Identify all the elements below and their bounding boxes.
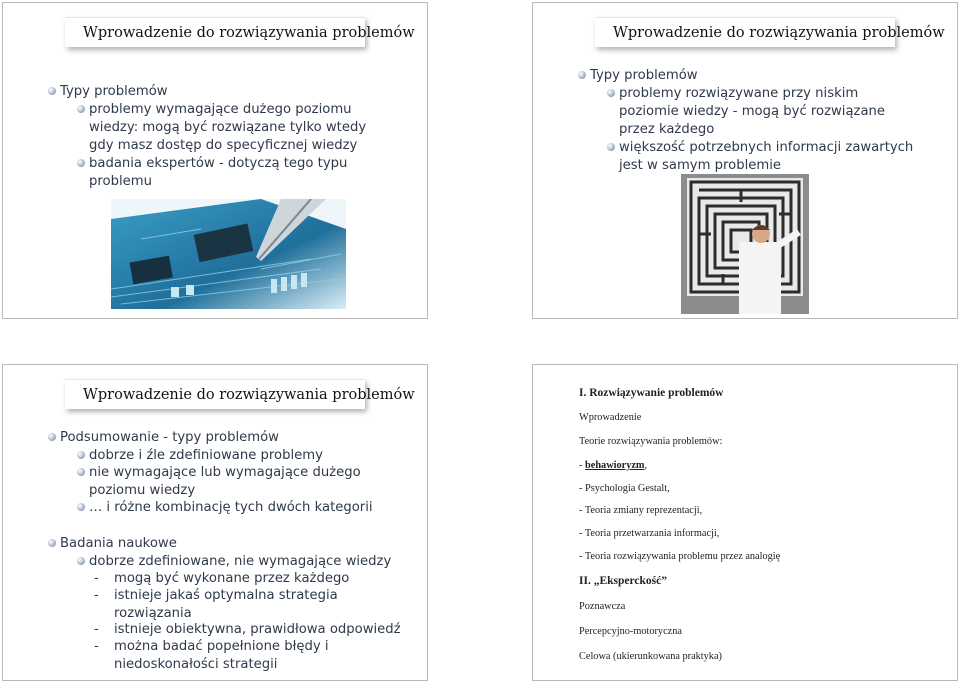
bullet-typy — [590, 67, 698, 85]
circuit-board-image — [111, 199, 346, 309]
sub-bullet-line: nie wymagające lub wymagające dużego — [89, 465, 361, 480]
sub-bullet-line: dobrze i źle zdefiniowane problemy — [89, 448, 323, 463]
slide-2 — [532, 2, 958, 319]
bullet-icon — [607, 89, 615, 97]
sub-bullet-line: problemy wymagające dużego poziomu — [89, 102, 352, 117]
bullet-icon — [48, 433, 56, 441]
dash-item: - można badać popełnione błędy i niedoskonałości strategii — [94, 639, 329, 672]
heading-eksperckosc: II. „Eksperckość” — [579, 575, 667, 587]
bullet-badania — [60, 535, 177, 553]
slide-1 — [2, 2, 428, 319]
sub-bullet-line: problemy rozwiązywane przy niskim — [619, 86, 859, 101]
dash-line: mogą być wykonane przez każdego — [114, 571, 350, 586]
bullet-icon — [77, 451, 85, 459]
text-przetwarzania: - Teoria przetwarzania informacji, — [579, 528, 720, 539]
bullet-typy — [60, 83, 168, 101]
sub-bullet — [89, 553, 391, 571]
sub-bullet-2 — [619, 139, 913, 175]
text-analogie: - Teoria rozwiązywania problemu przez analogię — [579, 551, 781, 562]
dash-line: istnieje jakaś optymalna strategia — [114, 588, 338, 603]
sub-bullet-2 — [89, 155, 347, 191]
bullet-icon — [578, 71, 586, 79]
bullet-text: Podsumowanie - typy problemów — [60, 430, 279, 445]
bullet-podsumowanie — [60, 429, 279, 447]
bullet-text: Badania naukowe — [60, 536, 177, 551]
heading-rozwiazywanie: I. Rozwiązywanie problemów — [579, 387, 724, 399]
text-poznawcza: Poznawcza — [579, 601, 626, 612]
text-percepcyjno: Percepcyjno-motoryczna — [579, 626, 682, 637]
sub-bullet-1 — [89, 101, 366, 155]
dash-item: - mogą być wykonane przez każdego — [94, 571, 350, 586]
bullet-icon — [607, 143, 615, 151]
dash-line: istnieje obiektywna, prawidłowa odpowiedź — [114, 622, 401, 637]
slide-4 — [532, 364, 958, 681]
sub-bullet — [89, 464, 361, 500]
sub-bullet-line: poziomie wiedzy - mogą być rozwiązane — [619, 104, 886, 119]
sub-bullet — [89, 447, 323, 465]
sub-bullet — [89, 499, 373, 517]
dash-line: niedoskonałości strategii — [114, 657, 278, 672]
bullet-icon — [77, 159, 85, 167]
bullet-icon — [77, 557, 85, 565]
behawioryzm-link[interactable]: behawioryzm — [585, 460, 645, 471]
dash-line: można badać popełnione błędy i — [114, 639, 329, 654]
maze-image — [681, 174, 809, 314]
dash-item: - istnieje obiektywna, prawidłowa odpowiedź — [94, 622, 401, 637]
text-behawioryzm: - behawioryzm, — [579, 460, 648, 471]
dash-item: - istnieje jakaś optymalna strategia rozwiązania — [94, 588, 338, 621]
slide-title: Wprowadzenie do rozwiązywania problemów — [65, 379, 365, 409]
sub-bullet-line: … i różne kombinację tych dwóch kategorii — [89, 500, 373, 515]
sub-bullet-1 — [619, 85, 885, 139]
text-wprowadzenie: Wprowadzenie — [579, 412, 642, 423]
dash-line: rozwiązania — [114, 606, 192, 621]
text-reprezentacji: - Teoria zmiany reprezentacji, — [579, 505, 703, 516]
sub-bullet-line: poziomu wiedzy — [89, 483, 196, 498]
slide-title: Wprowadzenie do rozwiązywania problemów — [65, 17, 365, 47]
bullet-icon — [77, 105, 85, 113]
text-teorie: Teorie rozwiązywania problemów: — [579, 436, 723, 447]
sub-bullet-line: wiedzy: mogą być rozwiązane tylko wtedy — [89, 120, 367, 135]
slide-3 — [2, 364, 428, 681]
bullet-text: Typy problemów — [60, 84, 168, 99]
bullet-icon — [77, 468, 85, 476]
sub-bullet-line: większość potrzebnych informacji zawartych — [619, 140, 914, 155]
sub-bullet-line: dobrze zdefiniowane, nie wymagające wiedzy — [89, 554, 392, 569]
sub-bullet-line: jest w samym problemie — [619, 158, 781, 173]
bullet-text: Typy problemów — [590, 68, 698, 83]
sub-bullet-line: przez każdego — [619, 122, 715, 137]
slide-title: Wprowadzenie do rozwiązywania problemów — [595, 17, 895, 47]
sub-bullet-line: gdy masz dostęp do specyficznej wiedzy — [89, 138, 358, 153]
text-gestalt: - Psychologia Gestalt, — [579, 483, 670, 494]
sub-bullet-line: badania ekspertów - dotyczą tego typu — [89, 156, 348, 171]
bullet-icon — [77, 503, 85, 511]
text-celowa: Celowa (ukierunkowana praktyka) — [579, 651, 722, 662]
bullet-icon — [48, 87, 56, 95]
sub-bullet-line: problemu — [89, 174, 152, 189]
bullet-icon — [48, 539, 56, 547]
